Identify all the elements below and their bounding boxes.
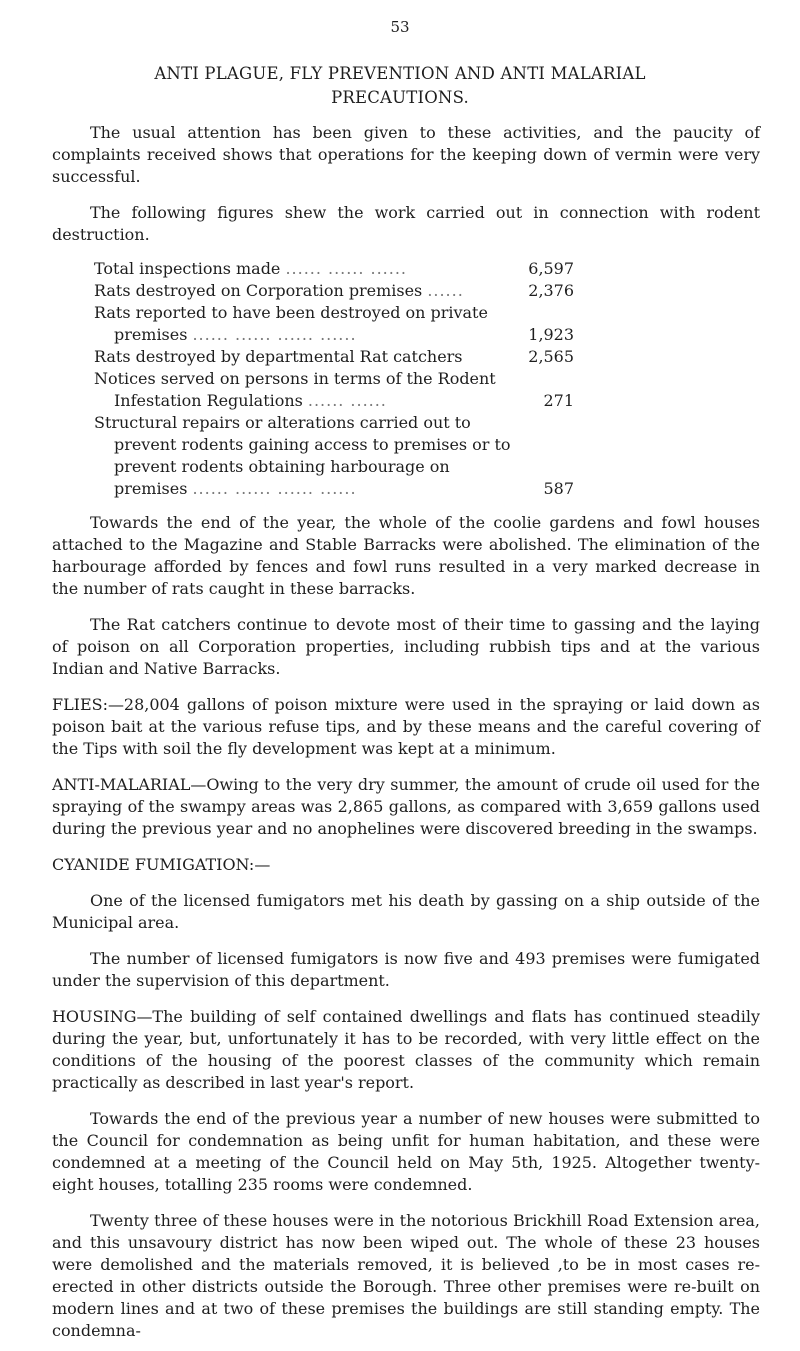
leader-dots: ...... ...... ...... bbox=[285, 258, 407, 278]
paragraph-fumigator-death: One of the licensed fumigators met his death by gassing on a ship outside of the Municipal area. bbox=[52, 890, 760, 932]
table-row bbox=[94, 280, 574, 302]
table-row bbox=[94, 412, 574, 500]
rodent-destruction-table bbox=[94, 258, 574, 500]
section-title-line-2: PRECAUTIONS. bbox=[331, 88, 469, 107]
row-value: 587 bbox=[543, 478, 574, 498]
row-label: Structural repairs or alterations carried out to prevent rodents gaining access to premises or to prevent rodents obtaining harbourage on premises bbox=[94, 412, 511, 498]
paragraph-condemnation: Towards the end of the previous year a number of new houses were submitted to the Council for condemnation as being unfit for human habitation, and these were condemned at a meeting of the Council held on May 5th, 1925. Altogether twenty-eight houses, totalling 235 rooms were condemned. bbox=[52, 1108, 760, 1194]
paragraph-anti-malarial: ANTI-MALARIAL—Owing to the very dry summer, the amount of crude oil used for the spraying of the swampy areas was 2,865 gallons, as compared with 3,659 gallons used during the previous year and no anophelines were discovered breeding in the swamps. bbox=[52, 774, 760, 838]
heading-cyanide-fumigation: CYANIDE FUMIGATION:— bbox=[52, 854, 271, 874]
paragraph-rat-catchers: The Rat catchers continue to devote most of their time to gassing and the laying of poison on all Corporation properties, including rubbish tips and at the various Indian and Native Barracks. bbox=[52, 614, 760, 678]
paragraph-brickhill: Twenty three of these houses were in the notorious Brickhill Road Extension area, and this unsavoury district has now been wiped out. The whole of these 23 houses were demolished and the materials removed, it is believed ,to be in most cases re-erected in other districts outside the Borough. Three other premises were re-built on modern lines and at two of these premises the buildings are still standing empty. The condemna- bbox=[52, 1210, 760, 1340]
leader-dots: ...... bbox=[427, 280, 464, 300]
paragraph-rodent-intro: The following figures shew the work carried out in connection with rodent destruction. bbox=[52, 202, 760, 244]
table-row bbox=[94, 302, 574, 346]
row-value: 6,597 bbox=[528, 258, 574, 278]
table-row bbox=[94, 258, 574, 280]
leader-dots: ...... ...... bbox=[307, 390, 387, 410]
page-number: 53 bbox=[390, 18, 410, 36]
paragraph-housing: HOUSING—The building of self contained dwellings and flats has continued steadily during the year, but, unfortunately it has to be recorded, with very little effect on the conditions of the housing of the poorest classes of the community which remain practically as described in last year's report. bbox=[52, 1006, 760, 1092]
row-label: Rats destroyed by departmental Rat catchers bbox=[94, 346, 463, 366]
leader-dots: ...... ...... ...... ...... bbox=[192, 478, 357, 498]
row-value: 2,565 bbox=[528, 346, 574, 366]
row-label: Rats reported to have been destroyed on private premises bbox=[94, 302, 488, 344]
table-row bbox=[94, 346, 574, 368]
row-value: 271 bbox=[543, 390, 574, 410]
paragraph-intro: The usual attention has been given to these activities, and the paucity of complaints received shows that operations for the keeping down of vermin were very successful. bbox=[52, 123, 760, 186]
paragraph-flies: FLIES:—28,004 gallons of poison mixture were used in the spraying or laid down as poison bait at the various refuse tips, and by these means and the careful covering of the Tips with soil the fly development was kept at a minimum. bbox=[52, 694, 760, 758]
section-title-line-1: ANTI PLAGUE, FLY PREVENTION AND ANTI MALARIAL bbox=[154, 64, 646, 83]
leader-dots: ...... ...... ...... ...... bbox=[192, 324, 357, 344]
row-label: Notices served on persons in terms of the Rodent Infestation Regulations bbox=[94, 368, 496, 410]
paragraph-barracks: Towards the end of the year, the whole of the coolie gardens and fowl houses attached to the Magazine and Stable Barracks were abolished. The elimination of the harbourage afforded by fences and fowl runs resulted in a very marked decrease in the number of rats caught in these barracks. bbox=[52, 512, 760, 598]
row-value: 1,923 bbox=[528, 324, 574, 344]
section-title bbox=[0, 62, 800, 110]
row-label: Rats destroyed on Corporation premises bbox=[94, 280, 423, 300]
row-value: 2,376 bbox=[528, 280, 574, 300]
table-row bbox=[94, 368, 574, 412]
paragraph-fumigators-count: The number of licensed fumigators is now five and 493 premises were fumigated under the supervision of this department. bbox=[52, 948, 760, 990]
row-label: Total inspections made bbox=[94, 258, 281, 278]
